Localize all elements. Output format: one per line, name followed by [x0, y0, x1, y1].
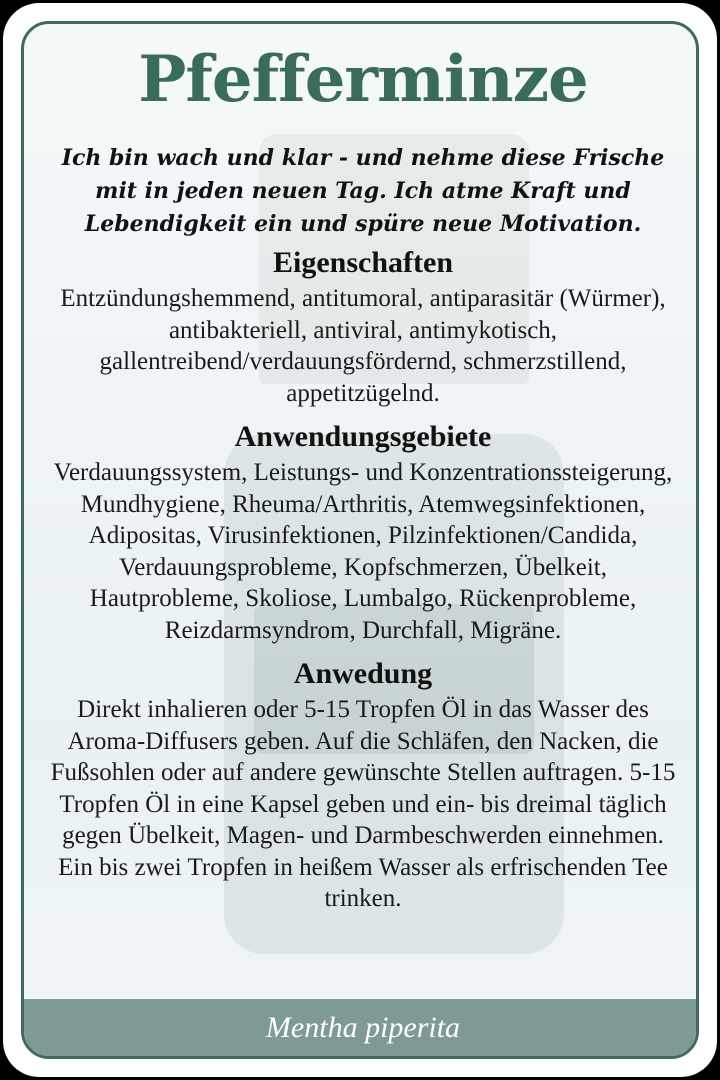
section-heading: Eigenschaften: [273, 246, 453, 279]
section-body: Verdauungssystem, Leistungs- und Konzentrationssteigerung, Mundhygiene, Rheuma/Arthritis, Atemwegsinfektionen, Adipositas, Virusinfektionen, Pilzinfektionen/Candida, Verdauungsprobleme, Kopfschmerzen, Übelkeit, Hautprobleme, Skoliose, Lumbalgo, Rückenprobleme, Reizdarmsyndrom, Durchfall, Migräne.: [53, 459, 673, 644]
section-anwedung: [24, 656, 699, 915]
section-body: Entzündungshemmend, antitumoral, antiparasitär (Würmer), antibakteriell, antiviral, antimykotisch, gallentreibend/verdauungsfördernd, schmerzstillend, appetitzügelnd.: [60, 285, 666, 407]
botanical-name: Mentha piperita: [265, 1010, 461, 1044]
section-body: Direkt inhalieren oder 5-15 Tropfen Öl in das Wasser des Aroma-Diffusers geben. Auf die Schläfen, den Nacken, die Fußsohlen oder auf andere gewünschte Stellen auftragen. 5-15 Tropfen Öl in eine Kapsel geben und ein- bis dreimal täglich gegen Übelkeit, Magen- und Darmbeschwerden einnehmen. Ein bis zwei Tropfen in heißem Wasser als erfrischenden Tee trinken.: [50, 696, 676, 912]
card: [3, 3, 717, 1077]
footer-band: [24, 999, 699, 1056]
card-title: Pfefferminze: [138, 42, 588, 117]
section-heading: Anwedung: [293, 657, 433, 690]
section-heading: Anwendungsgebiete: [234, 420, 492, 453]
affirmation-text: Ich bin wach und klar - und nehme diese Frische mit in jeden neuen Tag. Ich atme Kraft und Lebendigkeit ein und spüre neue Motivation.: [61, 145, 665, 237]
section-eigenschaften: [24, 245, 699, 409]
card-content: [24, 24, 699, 915]
card-frame: [21, 21, 699, 1059]
section-anwendungsgebiete: [24, 419, 699, 646]
